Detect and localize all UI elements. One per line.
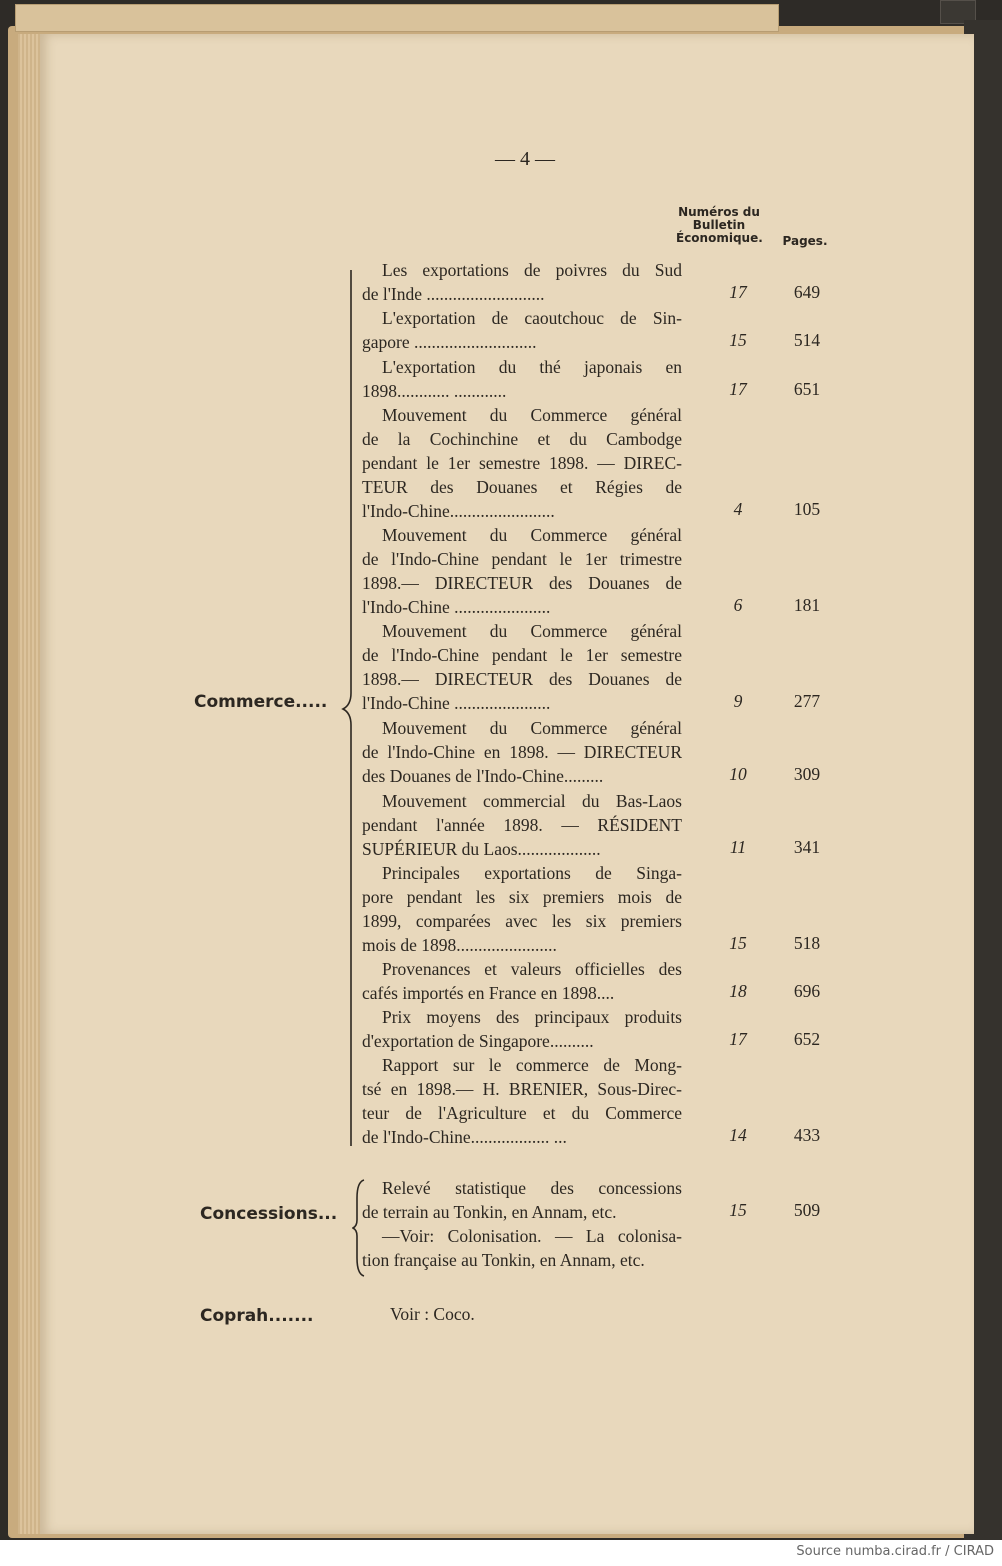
entry-line: de l'Inde ........................... <box>362 284 545 304</box>
entry-line: de l'Indo-Chine pendant le 1er semestre <box>362 645 682 665</box>
entry-line: Les exportations de poivres du Sud <box>382 260 682 280</box>
entry-line: Mouvement du Commerce général <box>382 621 682 641</box>
category-commerce: Commerce..... <box>194 692 328 712</box>
entry-line: TEUR des Douanes et Régies de <box>362 477 682 497</box>
entry-line: 1898............ ............ <box>362 381 507 401</box>
page-reference: 341 <box>793 837 821 857</box>
entry-line: 1898.— DIRECTEUR des Douanes de <box>362 573 682 593</box>
column-header-pages: Pages. <box>782 234 828 248</box>
coprah-text: Voir : Coco. <box>390 1304 475 1324</box>
entry-line: 1898.— DIRECTEUR des Douanes de <box>362 669 682 689</box>
entry-line: de l'Indo-Chine.................. ... <box>362 1127 567 1147</box>
page-reference: 652 <box>793 1029 821 1049</box>
entry-line: Prix moyens des principaux produits <box>382 1007 682 1027</box>
entry-line: Principales exportations de Singa- <box>382 863 682 883</box>
entry-line: Mouvement du Commerce général <box>382 718 682 738</box>
commerce-brace <box>340 268 360 1148</box>
bulletin-number: 11 <box>729 837 747 857</box>
page-reference: 309 <box>793 764 821 784</box>
entry-line: mois de 1898....................... <box>362 935 557 955</box>
page-reference: 651 <box>793 379 821 399</box>
bulletin-number: 4 <box>733 499 743 519</box>
entry-line: Rapport sur le commerce de Mong- <box>382 1055 682 1075</box>
entry-line: cafés importés en France en 1898.... <box>362 983 615 1003</box>
entry-line: tion française au Tonkin, en Annam, etc. <box>362 1250 645 1270</box>
page-reference: 509 <box>793 1200 821 1220</box>
entry-line: tsé en 1898.— H. BRENIER, Sous-Direc- <box>362 1079 682 1099</box>
page-reference: 514 <box>793 330 821 350</box>
entry-line: de terrain au Tonkin, en Annam, etc. <box>362 1202 617 1222</box>
bulletin-number: 18 <box>729 981 747 1001</box>
category-coprah: Coprah....... <box>200 1306 314 1326</box>
entry-line: pore pendant les six premiers mois de <box>362 887 682 907</box>
page-edges <box>18 34 40 1534</box>
entry-line: l'Indo-Chine........................ <box>362 501 555 521</box>
entry-line: —Voir: Colonisation. — La colonisa- <box>382 1226 682 1246</box>
entry-line: Mouvement du Commerce général <box>382 525 682 545</box>
entry-line: Provenances et valeurs officielles des <box>382 959 682 979</box>
entry-line: gapore ............................ <box>362 332 537 352</box>
entry-line: L'exportation de caoutchouc de Sin- <box>382 308 682 328</box>
entry-line: teur de l'Agriculture et du Commerce <box>362 1103 682 1123</box>
entry-line: d'exportation de Singapore.......... <box>362 1031 594 1051</box>
entry-line: de la Cochinchine et du Cambodge <box>362 429 682 449</box>
bulletin-number: 10 <box>729 764 747 784</box>
bulletin-number: 15 <box>729 1200 747 1220</box>
bulletin-number: 9 <box>733 691 743 711</box>
entry-line: de l'Indo-Chine en 1898. — DIRECTEUR <box>362 742 682 762</box>
bulletin-number: 17 <box>729 1029 747 1049</box>
entry-line: de l'Indo-Chine pendant le 1er trimestre <box>362 549 682 569</box>
page-reference: 518 <box>793 933 821 953</box>
page-reference: 105 <box>793 499 821 519</box>
bulletin-number: 6 <box>733 595 743 615</box>
page-reference: 277 <box>793 691 821 711</box>
page-reference: 433 <box>793 1125 821 1145</box>
entry-line: Relevé statistique des concessions <box>382 1178 682 1198</box>
entry-line: des Douanes de l'Indo-Chine......... <box>362 766 604 786</box>
page-number: — 4 — <box>495 148 555 170</box>
column-header-bulletin: Numéros du Bulletin Économique. <box>676 205 763 245</box>
entry-line: Mouvement du Commerce général <box>382 405 682 425</box>
page-reference: 696 <box>793 981 821 1001</box>
bulletin-number: 17 <box>729 379 747 399</box>
category-concessions: Concessions... <box>200 1204 338 1224</box>
entry-line: pendant l'année 1898. — RÉSIDENT <box>362 815 682 835</box>
top-page-edge <box>15 4 779 32</box>
bulletin-number: 17 <box>729 282 747 302</box>
bulletin-number: 14 <box>729 1125 747 1145</box>
page-reference: 181 <box>793 595 821 615</box>
entry-line: 1899, comparées avec les six premiers <box>362 911 682 931</box>
entry-line: L'exportation du thé japonais en <box>382 357 682 377</box>
entry-line: l'Indo-Chine ...................... <box>362 597 551 617</box>
source-credit: Source numba.cirad.fr / CIRAD <box>796 1544 994 1559</box>
page-reference: 649 <box>793 282 821 302</box>
entry-line: pendant le 1er semestre 1898. — DIREC- <box>362 453 682 473</box>
bulletin-number: 15 <box>729 330 747 350</box>
bulletin-number: 15 <box>729 933 747 953</box>
entry-line: l'Indo-Chine ...................... <box>362 693 551 713</box>
entry-line: SUPÉRIEUR du Laos................... <box>362 839 601 859</box>
entry-line: Mouvement commercial du Bas-Laos <box>382 791 682 811</box>
